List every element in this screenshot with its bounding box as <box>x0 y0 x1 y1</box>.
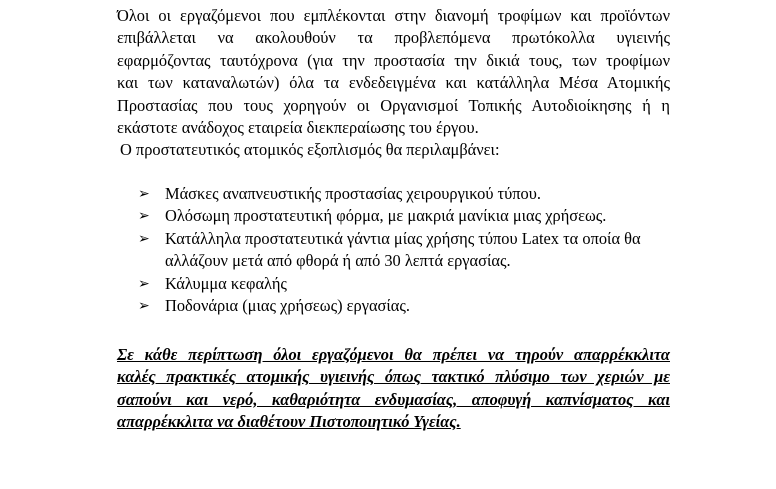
list-item-text: Ποδονάρια (μιας χρήσεως) εργασίας. <box>165 296 410 316</box>
warning-line: Σε κάθε περίπτωση όλοι εργαζόμενοι θα πρέπει να τηρούν απαρρέκκλιτα <box>117 345 670 364</box>
arrow-bullet-icon: ➢ <box>138 186 150 202</box>
intro-line: και των καταναλωτών) όλα τα ενδεδειγμένα και κατάλληλα Μέσα Ατομικής <box>117 73 670 93</box>
equipment-intro-text: Ο προστατευτικός ατομικός εξοπλισμός θα περιλαμβάνει: <box>120 140 500 159</box>
list-item-text: Μάσκες αναπνευστικής προστασίας χειρουργικού τύπου. <box>165 184 541 203</box>
intro-line: Προστασίας που τους χορηγούν οι Οργανισμοί Τοπικής Αυτοδιοίκησης ή η <box>117 95 670 115</box>
list-item <box>138 295 678 317</box>
list-item <box>138 205 678 227</box>
intro-line: εκάστοτε ανάδοχος εταιρεία διεκπεραίωσης του έργου. <box>117 118 479 138</box>
warning-line: απαρρέκκλιτα να διαθέτουν Πιστοποιητικό Υγείας. <box>117 412 461 432</box>
warning-line: σαπούνι και νερό, καθαριότητα ενδυμασίας, αποφυγή καπνίσματος και <box>117 389 670 409</box>
list-item-text: αλλάζουν μετά από φθορά ή από 30 λεπτά εργασίας. <box>165 251 511 271</box>
intro-line: Όλοι οι εργαζόμενοι που εμπλέκονται στην διανομή τροφίμων και προϊόντων <box>117 6 670 25</box>
list-item <box>138 183 678 205</box>
list-item <box>138 273 678 295</box>
ppe-list <box>138 183 678 317</box>
list-item-text: Κάλυμμα κεφαλής <box>165 273 287 293</box>
arrow-bullet-icon: ➢ <box>138 298 150 315</box>
list-item-text: Κατάλληλα προστατευτικά γάντια μίας χρήσης τύπου Latex τα οποία θα <box>165 228 641 248</box>
warning-paragraph <box>117 344 670 434</box>
list-item <box>138 228 678 273</box>
warning-line: καλές πρακτικές ατομικής υγιεινής όπως τακτικό πλύσιμο των χεριών με <box>117 367 670 387</box>
intro-line: επιβάλλεται να ακολουθούν τα προβλεπόμενα πρωτόκολλα υγιεινής <box>117 28 670 48</box>
intro-line: εφαρμόζοντας ταυτόχρονα (για την προστασία την δικιά τους, των τροφίμων <box>117 50 670 70</box>
intro-paragraph <box>117 5 670 139</box>
list-item-text: Ολόσωμη προστατευτική φόρμα, με μακριά μανίκια μιας χρήσεως. <box>165 206 607 226</box>
arrow-bullet-icon: ➢ <box>138 275 150 292</box>
arrow-bullet-icon: ➢ <box>138 230 150 247</box>
arrow-bullet-icon: ➢ <box>138 208 150 225</box>
